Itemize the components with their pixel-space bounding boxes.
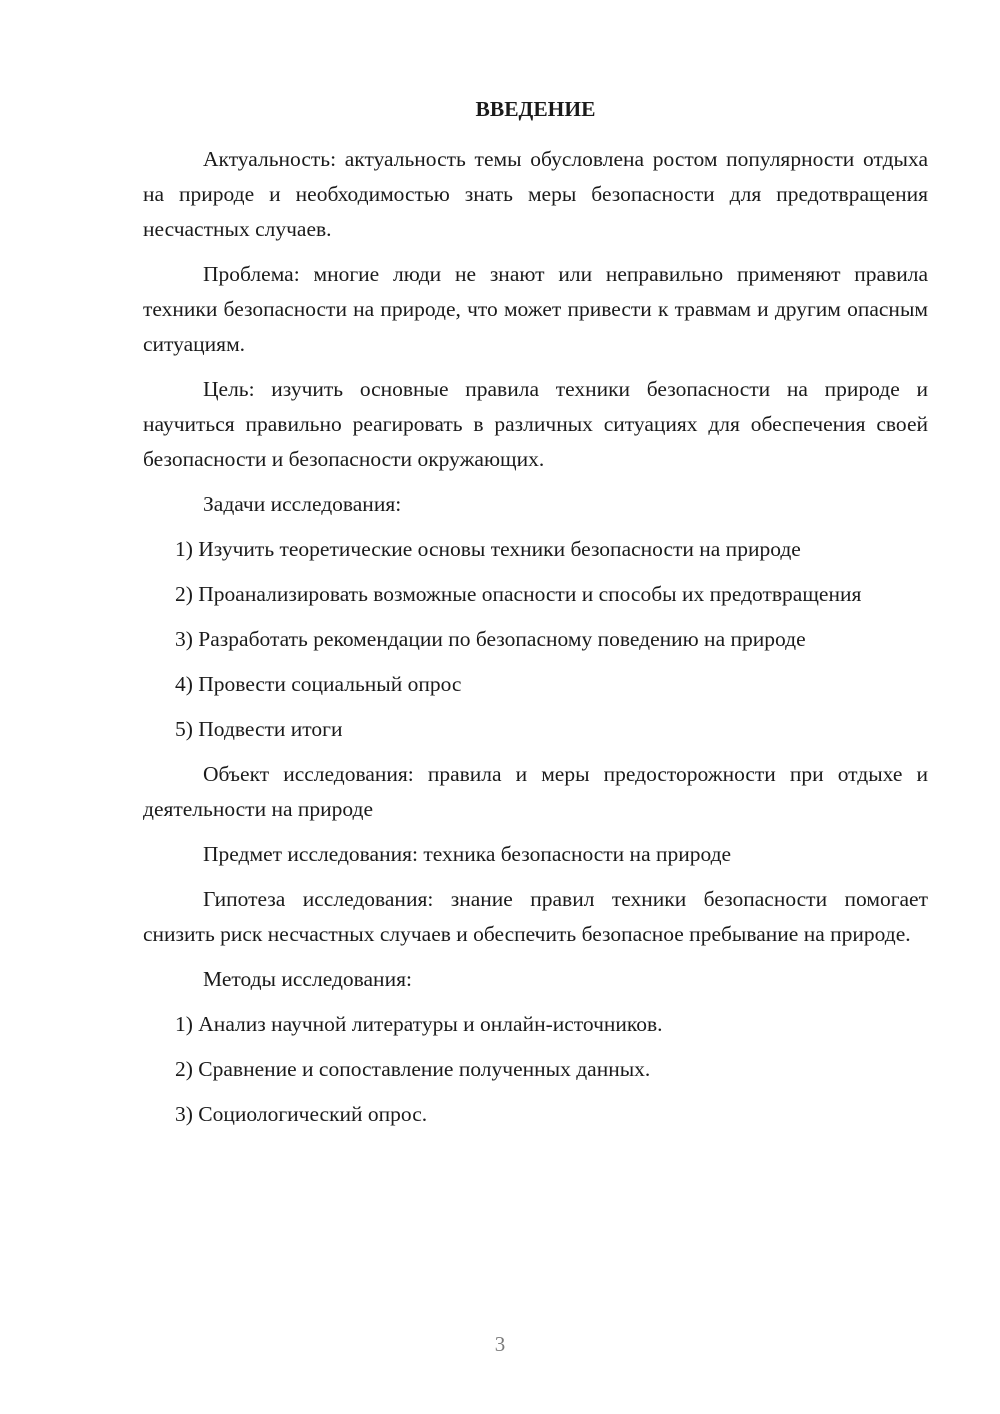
- hypothesis-paragraph: Гипотеза исследования: знание правил техники безопасности помогает снизить риск несчастных случаев и обеспечить безопасное пребывание на природе.: [143, 887, 928, 946]
- goal-paragraph: Цель: изучить основные правила техники безопасности на природе и научиться правильно реагировать в различных ситуациях для обеспечения своей безопасности и безопасности окружающих.: [143, 377, 928, 471]
- tasks-heading: Задачи исследования:: [203, 492, 402, 516]
- page-number: 3: [494, 1332, 506, 1356]
- method-item-1: 1) Анализ научной литературы и онлайн-источников.: [175, 1012, 663, 1036]
- document-title: ВВЕДЕНИЕ: [475, 97, 596, 121]
- task-item-5: 5) Подвести итоги: [175, 717, 343, 741]
- method-item-3: 3) Социологический опрос.: [175, 1102, 428, 1126]
- document-page: [143, 92, 928, 1142]
- task-item-3: 3) Разработать рекомендации по безопасному поведению на природе: [175, 627, 806, 651]
- object-paragraph: Объект исследования: правила и меры предосторожности при отдыхе и деятельности на природе: [143, 762, 928, 821]
- problem-paragraph: Проблема: многие люди не знают или неправильно применяют правила техники безопасности на природе, что может привести к травмам и другим опасным ситуациям.: [143, 262, 928, 356]
- subject-paragraph: Предмет исследования: техника безопасности на природе: [203, 842, 732, 866]
- task-item-4: 4) Провести социальный опрос: [175, 672, 462, 696]
- task-item-2: 2) Проанализировать возможные опасности и способы их предотвращения: [175, 582, 862, 606]
- methods-heading: Методы исследования:: [203, 967, 412, 991]
- task-item-1: 1) Изучить теоретические основы техники безопасности на природе: [175, 537, 801, 561]
- relevance-paragraph: Актуальность: актуальность темы обусловлена ростом популярности отдыха на природе и необходимостью знать меры безопасности для предотвращения несчастных случаев.: [143, 147, 928, 241]
- method-item-2: 2) Сравнение и сопоставление полученных данных.: [175, 1057, 651, 1081]
